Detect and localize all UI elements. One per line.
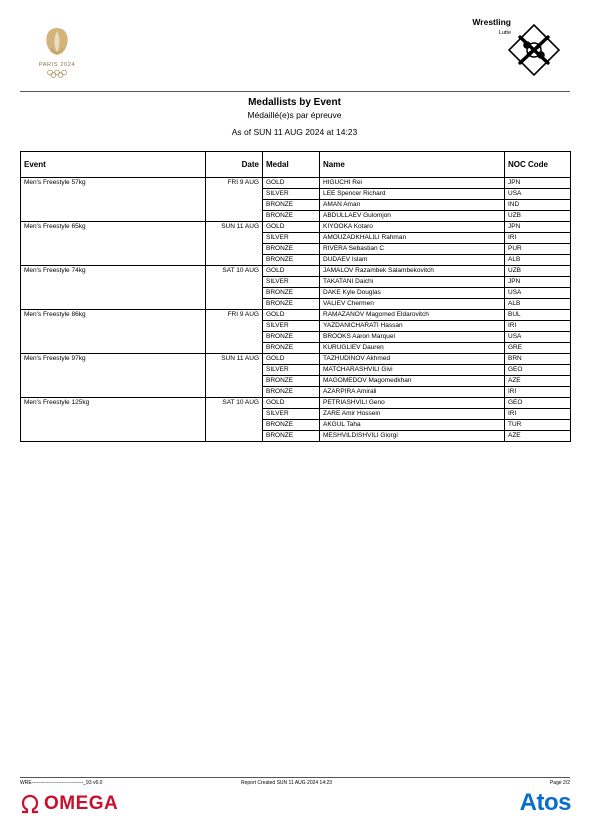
name-cell: AZARPIRA Amirali bbox=[320, 387, 505, 398]
name-cell: ZARE Amir Hossein bbox=[320, 409, 505, 420]
noc-cell: USA bbox=[505, 332, 571, 343]
name-cell: TAKATANI Daichi bbox=[320, 277, 505, 288]
sport-name: Wrestling bbox=[472, 17, 511, 27]
report-titles bbox=[0, 97, 589, 137]
name-cell: AKGUL Taha bbox=[320, 420, 505, 431]
name-cell: DAKE Kyle Douglas bbox=[320, 288, 505, 299]
medal-cell: SILVER bbox=[263, 321, 320, 332]
table-row bbox=[21, 266, 571, 277]
name-cell: HIGUCHI Rei bbox=[320, 178, 505, 189]
table-header-row bbox=[21, 152, 571, 178]
event-cell: Men's Freestyle 86kg bbox=[21, 310, 206, 354]
name-cell: RIVERA Sebastian C bbox=[320, 244, 505, 255]
medal-cell: GOLD bbox=[263, 222, 320, 233]
noc-cell: UZB bbox=[505, 266, 571, 277]
name-cell: ABDULLAEV Gulomjon bbox=[320, 211, 505, 222]
date-cell: SAT 10 AUG bbox=[206, 398, 263, 442]
name-cell: MAGOMEDOV Magomedkhan bbox=[320, 376, 505, 387]
noc-cell: IRI bbox=[505, 321, 571, 332]
medal-cell: SILVER bbox=[263, 277, 320, 288]
noc-cell: GEO bbox=[505, 398, 571, 409]
medal-cell: BRONZE bbox=[263, 387, 320, 398]
noc-cell: GEO bbox=[505, 365, 571, 376]
medal-cell: SILVER bbox=[263, 409, 320, 420]
noc-cell: ALB bbox=[505, 299, 571, 310]
report-code: WRE-------------------------------_93 v6.0 bbox=[20, 780, 103, 786]
medal-cell: SILVER bbox=[263, 365, 320, 376]
table-row bbox=[21, 178, 571, 189]
medal-cell: SILVER bbox=[263, 189, 320, 200]
name-cell: MATCHARASHVILI Givi bbox=[320, 365, 505, 376]
table-row bbox=[21, 222, 571, 233]
name-cell: KIYOOKA Kotaro bbox=[320, 222, 505, 233]
noc-cell: TUR bbox=[505, 420, 571, 431]
column-header-noc: NOC Code bbox=[505, 152, 571, 178]
noc-cell: ALB bbox=[505, 255, 571, 266]
noc-cell: JPN bbox=[505, 178, 571, 189]
name-cell: DUDAEV Islam bbox=[320, 255, 505, 266]
noc-cell: IRI bbox=[505, 233, 571, 244]
name-cell: RAMAZANOV Magomed Eldarovitch bbox=[320, 310, 505, 321]
footer-divider bbox=[20, 777, 570, 778]
wrestling-pictogram-icon bbox=[508, 24, 560, 76]
sport-name-fr: Lutte bbox=[498, 30, 511, 36]
event-cell: Men's Freestyle 74kg bbox=[21, 266, 206, 310]
table-row bbox=[21, 398, 571, 409]
event-cell: Men's Freestyle 65kg bbox=[21, 222, 206, 266]
omega-symbol-icon bbox=[20, 794, 40, 814]
name-cell: PETRIASHVILI Geno bbox=[320, 398, 505, 409]
noc-cell: BRN bbox=[505, 354, 571, 365]
date-cell: FRI 9 AUG bbox=[206, 310, 263, 354]
noc-cell: USA bbox=[505, 288, 571, 299]
medal-cell: GOLD bbox=[263, 178, 320, 189]
atos-logo: Atos bbox=[519, 789, 571, 816]
table-body bbox=[21, 178, 571, 442]
event-cell: Men's Freestyle 125kg bbox=[21, 398, 206, 442]
noc-cell: JPN bbox=[505, 277, 571, 288]
name-cell: JAMALOV Razambek Salambekovitch bbox=[320, 266, 505, 277]
medallists-table bbox=[20, 151, 571, 442]
medal-cell: GOLD bbox=[263, 310, 320, 321]
medal-cell: BRONZE bbox=[263, 288, 320, 299]
date-cell: SUN 11 AUG bbox=[206, 354, 263, 398]
noc-cell: AZE bbox=[505, 376, 571, 387]
name-cell: MESHVILDISHVILI Giorgi bbox=[320, 431, 505, 442]
name-cell: YAZDANICHARATI Hassan bbox=[320, 321, 505, 332]
medal-cell: SILVER bbox=[263, 233, 320, 244]
medal-cell: GOLD bbox=[263, 354, 320, 365]
medal-cell: GOLD bbox=[263, 398, 320, 409]
event-cell: Men's Freestyle 57kg bbox=[21, 178, 206, 222]
date-cell: FRI 9 AUG bbox=[206, 178, 263, 222]
noc-cell: IND bbox=[505, 200, 571, 211]
sport-header bbox=[472, 17, 511, 36]
medal-cell: BRONZE bbox=[263, 431, 320, 442]
page-number: Page 2/2 bbox=[549, 780, 570, 786]
medal-cell: BRONZE bbox=[263, 343, 320, 354]
medal-cell: BRONZE bbox=[263, 200, 320, 211]
table-row bbox=[21, 310, 571, 321]
olympic-rings-icon bbox=[48, 70, 67, 77]
name-cell: LEE Spencer Richard bbox=[320, 189, 505, 200]
name-cell: VALIEV Chermen bbox=[320, 299, 505, 310]
name-cell: TAZHUDINOV Akhmed bbox=[320, 354, 505, 365]
name-cell: AMOUZADKHALILI Rahman bbox=[320, 233, 505, 244]
medal-cell: BRONZE bbox=[263, 255, 320, 266]
name-cell: BROOKS Aaron Marquel bbox=[320, 332, 505, 343]
noc-cell: JPN bbox=[505, 222, 571, 233]
column-header-medal: Medal bbox=[263, 152, 320, 178]
report-title: Medallists by Event bbox=[248, 97, 341, 108]
as-of-timestamp: As of SUN 11 AUG 2024 at 14:23 bbox=[231, 127, 358, 137]
noc-cell: USA bbox=[505, 189, 571, 200]
noc-cell: PUR bbox=[505, 244, 571, 255]
paris-2024-logo bbox=[30, 24, 84, 80]
noc-cell: GRE bbox=[505, 343, 571, 354]
column-header-date: Date bbox=[206, 152, 263, 178]
noc-cell: AZE bbox=[505, 431, 571, 442]
noc-cell: IRI bbox=[505, 387, 571, 398]
noc-cell: UZB bbox=[505, 211, 571, 222]
header-divider bbox=[20, 91, 570, 92]
omega-wordmark: OMEGA bbox=[44, 793, 119, 814]
table-row bbox=[21, 354, 571, 365]
medal-cell: BRONZE bbox=[263, 420, 320, 431]
report-created: Report Created SUN 11 AUG 2024 14:23 bbox=[241, 780, 333, 786]
medal-cell: BRONZE bbox=[263, 299, 320, 310]
medal-cell: BRONZE bbox=[263, 244, 320, 255]
date-cell: SAT 10 AUG bbox=[206, 266, 263, 310]
column-header-event: Event bbox=[21, 152, 206, 178]
event-cell: Men's Freestyle 97kg bbox=[21, 354, 206, 398]
medal-cell: BRONZE bbox=[263, 332, 320, 343]
noc-cell: IRI bbox=[505, 409, 571, 420]
name-cell: AMAN Aman bbox=[320, 200, 505, 211]
name-cell: KURUGLIEV Dauren bbox=[320, 343, 505, 354]
logo-text: PARIS 2024 bbox=[38, 62, 76, 68]
report-subtitle: Médaillé(e)s par épreuve bbox=[247, 110, 342, 120]
omega-logo bbox=[20, 793, 118, 815]
medal-cell: BRONZE bbox=[263, 376, 320, 387]
medal-cell: GOLD bbox=[263, 266, 320, 277]
column-header-name: Name bbox=[320, 152, 505, 178]
noc-cell: BUL bbox=[505, 310, 571, 321]
medal-cell: BRONZE bbox=[263, 211, 320, 222]
date-cell: SUN 11 AUG bbox=[206, 222, 263, 266]
